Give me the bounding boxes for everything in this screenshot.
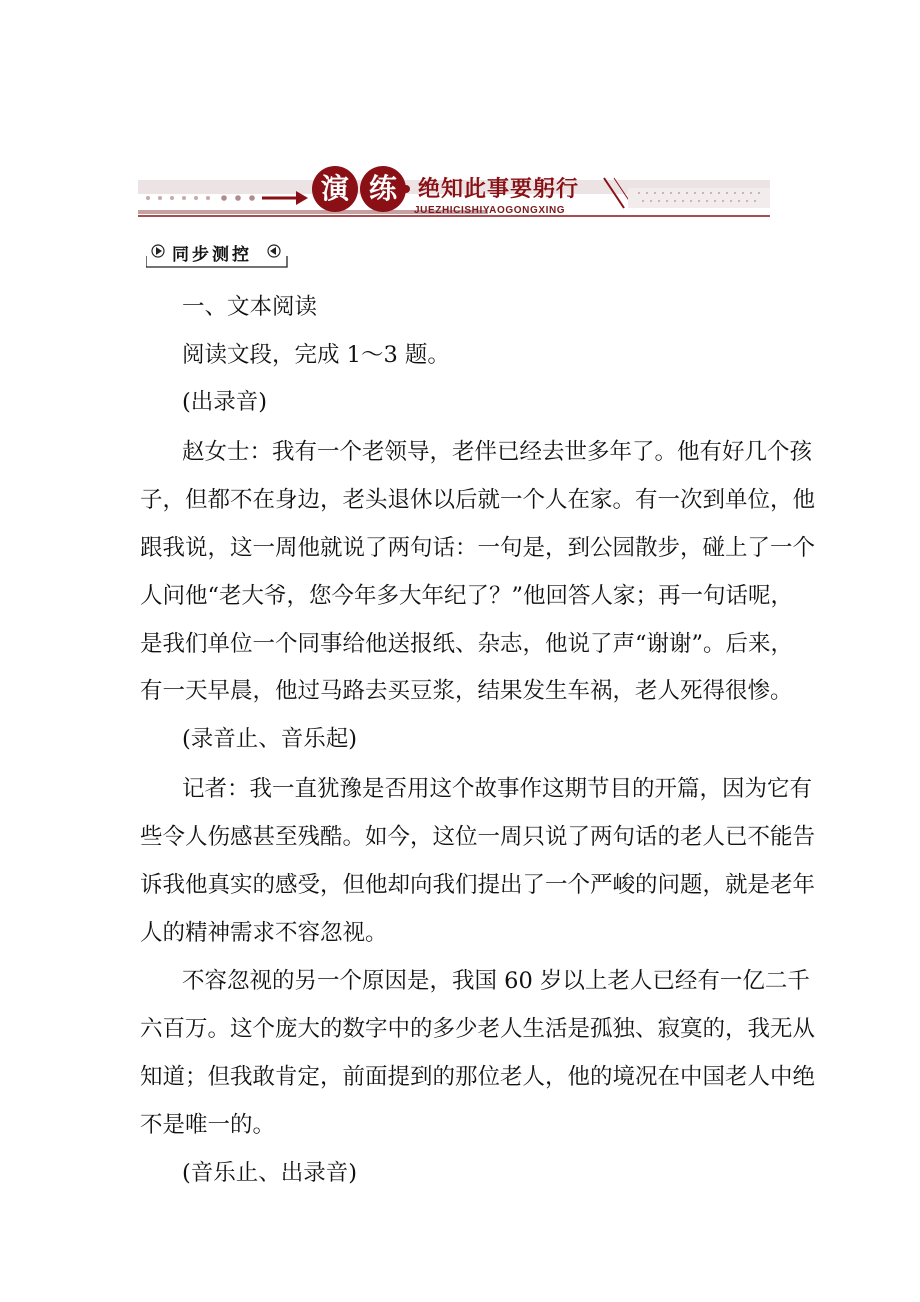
paragraph-line: 跟我说，这一周他就说了两句话：一句是，到公园散步，碰上了一个 [140,535,816,561]
paragraph-line: 不容忽视的另一个原因是，我国 60 岁以上老人已经有一亿二千 [182,968,810,994]
paragraph-line: 赵女士：我有一个老领导，老伴已经去世多年了。他有好几个孩 [182,439,813,465]
paragraph-line: 六百万。这个庞大的数字中的多少老人生活是孤独、寂寞的，我无从 [140,1016,816,1042]
stage-direction: (出录音) [182,389,268,415]
banner-char-lian: 练 [360,166,406,212]
heading: 一、文本阅读 [182,294,318,320]
paragraph-line: 人的精神需求不容忽视。 [140,920,388,946]
stage-direction: (音乐止、出录音) [182,1160,358,1186]
banner-subtitle: JUEZHICISHIYAOGONGXING [414,205,566,216]
banner-char-yan: 演 [312,166,358,212]
paragraph-line: 有一天早晨，他过马路去买豆浆，结果发生车祸，老人死得很惨。 [140,678,793,704]
banner-title: 绝知此事要躬行 [418,177,580,202]
section-label: 同步测控 [172,245,252,265]
paragraph-line: 人问他“老大爷，您今年多大年纪了？”他回答人家；再一句话呢， [140,583,794,609]
paragraph-line: 是我们单位一个同事给他送报纸、杂志，他说了声“谢谢”。后来， [140,631,794,657]
paragraph-line: 诉我他真实的感受，但他却向我们提出了一个严峻的问题，就是老年 [140,872,816,898]
paragraph-line: 不是唯一的。 [140,1112,276,1138]
stage-direction: (录音止、音乐起) [182,726,358,752]
paragraph-line: 记者：我一直犹豫是否用这个故事作这期节目的开篇，因为它有 [182,776,813,802]
paragraph-line: 子，但都不在身边，老头退休以后就一个人在家。有一次到单位，他 [140,487,816,513]
paragraph-line: 知道；但我敢肯定，前面提到的那位老人，他的境况在中国老人中绝 [140,1064,816,1090]
paragraph-line: 些令人伤感甚至残酷。如今，这位一周只说了两句话的老人已不能告 [140,824,816,850]
instruction: 阅读文段，完成 1～3 题。 [182,342,450,368]
